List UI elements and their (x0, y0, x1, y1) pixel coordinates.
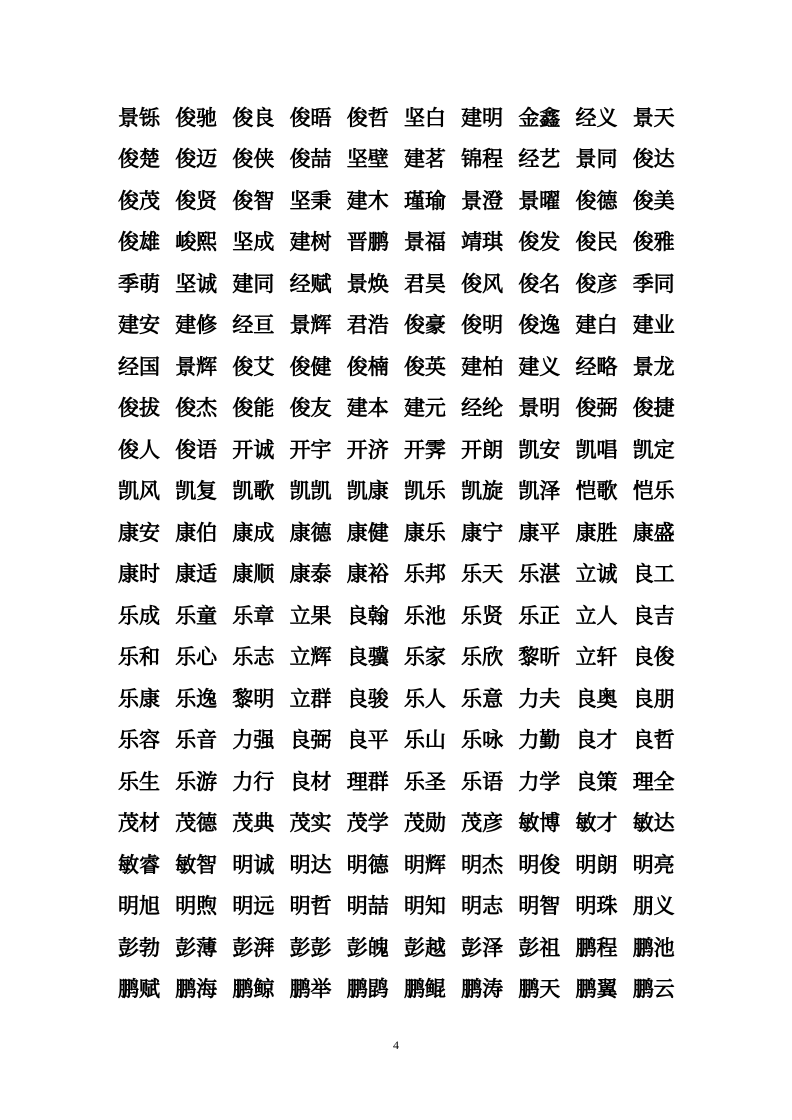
name-cell: 彭薄 (175, 935, 218, 960)
name-cell: 鹏池 (632, 935, 675, 960)
name-cell: 茂勋 (403, 811, 446, 836)
name-cell: 立诚 (575, 562, 618, 587)
name-cell: 俊楚 (118, 147, 160, 172)
name-cell: 康裕 (346, 562, 389, 587)
name-cell: 俊迈 (175, 147, 218, 172)
names-row (118, 594, 688, 636)
name-cell: 峻熙 (175, 230, 218, 255)
name-cell: 俊雅 (632, 230, 675, 255)
name-cell: 俊名 (518, 271, 561, 296)
name-cell: 开霁 (403, 437, 446, 462)
name-cell: 茂学 (346, 811, 389, 836)
name-cell: 季萌 (118, 271, 160, 296)
name-cell: 俊民 (575, 230, 618, 255)
name-cell: 乐山 (403, 728, 446, 753)
name-cell: 乐心 (175, 645, 218, 670)
name-cell: 明亮 (632, 852, 675, 877)
name-cell: 坚白 (403, 105, 446, 130)
name-cell: 康泰 (289, 562, 332, 587)
name-cell: 凯旋 (461, 479, 504, 504)
name-cell: 康德 (289, 520, 332, 545)
name-cell: 乐圣 (403, 769, 446, 794)
name-cell: 康安 (118, 520, 160, 545)
name-cell: 鹏举 (289, 977, 332, 1002)
name-cell: 经国 (118, 354, 160, 379)
name-cell: 康时 (118, 562, 160, 587)
name-cell: 经纶 (461, 396, 504, 421)
name-cell: 凯安 (518, 437, 561, 462)
name-cell: 敏达 (632, 811, 675, 836)
names-row (118, 636, 688, 678)
name-cell: 明旭 (118, 894, 160, 919)
name-cell: 景明 (518, 396, 561, 421)
name-cell: 黎明 (232, 686, 275, 711)
name-cell: 景福 (403, 230, 446, 255)
name-cell: 良哲 (632, 728, 675, 753)
name-cell: 明远 (232, 894, 275, 919)
name-cell: 彭魄 (346, 935, 389, 960)
name-cell: 俊杰 (175, 396, 218, 421)
name-cell: 开诚 (232, 437, 275, 462)
name-cell: 景龙 (632, 354, 675, 379)
name-cell: 力强 (232, 728, 275, 753)
name-cell: 建明 (461, 105, 504, 130)
name-cell: 鹏海 (175, 977, 218, 1002)
name-cell: 力行 (232, 769, 275, 794)
name-cell: 乐咏 (461, 728, 504, 753)
name-cell: 建树 (289, 230, 332, 255)
name-cell: 俊能 (232, 396, 275, 421)
name-cell: 鹏鲲 (403, 977, 446, 1002)
name-cell: 建修 (175, 313, 218, 338)
name-cell: 俊英 (403, 354, 446, 379)
name-cell: 乐家 (403, 645, 446, 670)
name-cell: 敏睿 (118, 852, 160, 877)
name-cell: 建同 (232, 271, 275, 296)
name-cell: 立群 (289, 686, 332, 711)
name-cell: 俊智 (232, 188, 275, 213)
name-cell: 坚成 (232, 230, 275, 255)
name-cell: 俊贤 (175, 188, 218, 213)
name-cell: 俊豪 (403, 313, 446, 338)
name-cell: 理全 (632, 769, 675, 794)
name-cell: 景同 (575, 147, 618, 172)
names-row (118, 96, 688, 138)
names-row (118, 428, 688, 470)
name-cell: 康伯 (175, 520, 218, 545)
name-cell: 君浩 (346, 313, 389, 338)
names-row (118, 345, 688, 387)
name-cell: 乐志 (232, 645, 275, 670)
name-cell: 俊语 (175, 437, 218, 462)
name-cell: 景天 (632, 105, 675, 130)
name-cell: 明志 (461, 894, 504, 919)
name-cell: 凯泽 (518, 479, 561, 504)
name-cell: 俊风 (461, 271, 504, 296)
name-cell: 坚秉 (289, 188, 332, 213)
name-cell: 锦程 (461, 147, 504, 172)
names-row (118, 926, 688, 968)
name-cell: 俊健 (289, 354, 332, 379)
name-cell: 敏博 (518, 811, 561, 836)
name-cell: 坚壁 (346, 147, 389, 172)
name-cell: 凯定 (632, 437, 675, 462)
name-cell: 明俊 (518, 852, 561, 877)
name-cell: 俊哲 (346, 105, 389, 130)
name-cell: 开朗 (461, 437, 504, 462)
names-row (118, 304, 688, 346)
name-cell: 俊良 (232, 105, 275, 130)
name-cell: 良朋 (632, 686, 675, 711)
name-cell: 俊德 (575, 188, 618, 213)
names-row (118, 677, 688, 719)
name-cell: 良材 (289, 769, 332, 794)
name-cell: 乐和 (118, 645, 160, 670)
name-cell: 康平 (518, 520, 561, 545)
name-cell: 乐人 (403, 686, 446, 711)
name-cell: 乐音 (175, 728, 218, 753)
name-cell: 彭湃 (232, 935, 275, 960)
name-cell: 建木 (346, 188, 389, 213)
name-cell: 鹏鹍 (346, 977, 389, 1002)
names-row (118, 885, 688, 927)
name-cell: 鹏鲸 (232, 977, 275, 1002)
name-cell: 良骥 (346, 645, 389, 670)
name-cell: 乐正 (518, 603, 561, 628)
name-cell: 经艺 (518, 147, 561, 172)
name-cell: 建安 (118, 313, 160, 338)
name-cell: 康盛 (632, 520, 675, 545)
name-cell: 茂德 (175, 811, 218, 836)
name-cell: 凯乐 (403, 479, 446, 504)
name-cell: 良骏 (346, 686, 389, 711)
name-cell: 经亘 (232, 313, 275, 338)
name-cell: 鹏赋 (118, 977, 160, 1002)
name-cell: 立轩 (575, 645, 618, 670)
names-row (118, 221, 688, 263)
name-cell: 开宇 (289, 437, 332, 462)
name-cell: 俊发 (518, 230, 561, 255)
name-cell: 开济 (346, 437, 389, 462)
name-cell: 经略 (575, 354, 618, 379)
name-cell: 康顺 (232, 562, 275, 587)
name-cell: 黎昕 (518, 645, 561, 670)
name-cell: 明朗 (575, 852, 618, 877)
name-cell: 俊楠 (346, 354, 389, 379)
name-cell: 明达 (289, 852, 332, 877)
name-cell: 乐章 (232, 603, 275, 628)
name-cell: 俊明 (461, 313, 504, 338)
name-cell: 乐生 (118, 769, 160, 794)
name-cell: 坚诚 (175, 271, 218, 296)
name-cell: 康乐 (403, 520, 446, 545)
name-cell: 乐贤 (461, 603, 504, 628)
name-cell: 力夫 (518, 686, 561, 711)
name-cell: 乐成 (118, 603, 160, 628)
name-cell: 敏智 (175, 852, 218, 877)
name-cell: 乐容 (118, 728, 160, 753)
name-cell: 鹏程 (575, 935, 618, 960)
name-cell: 恺歌 (575, 479, 618, 504)
name-cell: 俊喆 (289, 147, 332, 172)
name-cell: 乐语 (461, 769, 504, 794)
name-cell: 立人 (575, 603, 618, 628)
name-cell: 良吉 (632, 603, 675, 628)
name-cell: 明喆 (346, 894, 389, 919)
name-cell: 景辉 (289, 313, 332, 338)
name-cell: 凯康 (346, 479, 389, 504)
name-cell: 茂典 (232, 811, 275, 836)
names-row (118, 843, 688, 885)
name-cell: 立果 (289, 603, 332, 628)
name-cell: 景曜 (518, 188, 561, 213)
names-row (118, 553, 688, 595)
name-cell: 良翰 (346, 603, 389, 628)
name-cell: 康适 (175, 562, 218, 587)
name-cell: 凯唱 (575, 437, 618, 462)
name-cell: 明诚 (232, 852, 275, 877)
name-cell: 俊友 (289, 396, 332, 421)
name-cell: 鹏涛 (461, 977, 504, 1002)
name-cell: 季同 (632, 271, 675, 296)
names-row (118, 387, 688, 429)
name-cell: 明杰 (461, 852, 504, 877)
name-cell: 良工 (632, 562, 675, 587)
name-cell: 彭彭 (289, 935, 332, 960)
name-cell: 俊拔 (118, 396, 160, 421)
name-cell: 明煦 (175, 894, 218, 919)
name-cell: 凯风 (118, 479, 160, 504)
name-cell: 良俊 (632, 645, 675, 670)
names-row (118, 470, 688, 512)
names-row (118, 511, 688, 553)
name-cell: 恺乐 (632, 479, 675, 504)
names-row (118, 179, 688, 221)
name-cell: 俊雄 (118, 230, 160, 255)
names-row (118, 719, 688, 761)
name-cell: 俊茂 (118, 188, 160, 213)
name-cell: 建义 (518, 354, 561, 379)
name-cell: 景铄 (118, 105, 160, 130)
name-cell: 乐逸 (175, 686, 218, 711)
name-cell: 康胜 (575, 520, 618, 545)
names-row (118, 262, 688, 304)
name-cell: 俊弼 (575, 396, 618, 421)
name-cell: 建元 (403, 396, 446, 421)
name-cell: 靖琪 (461, 230, 504, 255)
name-cell: 金鑫 (518, 105, 561, 130)
name-cell: 乐意 (461, 686, 504, 711)
name-cell: 乐欣 (461, 645, 504, 670)
name-cell: 凯凯 (289, 479, 332, 504)
name-cell: 理群 (346, 769, 389, 794)
name-cell: 茂材 (118, 811, 160, 836)
name-cell: 建本 (346, 396, 389, 421)
names-row (118, 760, 688, 802)
name-cell: 乐池 (403, 603, 446, 628)
name-cell: 良奥 (575, 686, 618, 711)
names-row (118, 138, 688, 180)
name-cell: 彭泽 (461, 935, 504, 960)
name-cell: 明智 (518, 894, 561, 919)
name-cell: 茂彦 (461, 811, 504, 836)
name-cell: 君昊 (403, 271, 446, 296)
name-cell: 建白 (575, 313, 618, 338)
name-cell: 明德 (346, 852, 389, 877)
name-cell: 俊达 (632, 147, 675, 172)
name-cell: 明知 (403, 894, 446, 919)
name-cell: 俊晤 (289, 105, 332, 130)
name-cell: 景澄 (461, 188, 504, 213)
name-cell: 乐湛 (518, 562, 561, 587)
name-cell: 乐邦 (403, 562, 446, 587)
name-cell: 彭祖 (518, 935, 561, 960)
name-cell: 俊驰 (175, 105, 218, 130)
name-cell: 彭越 (403, 935, 446, 960)
name-cell: 力勤 (518, 728, 561, 753)
names-row (118, 802, 688, 844)
name-cell: 建业 (632, 313, 675, 338)
name-cell: 明珠 (575, 894, 618, 919)
name-cell: 鹏云 (632, 977, 675, 1002)
name-cell: 立辉 (289, 645, 332, 670)
name-cell: 经义 (575, 105, 618, 130)
name-cell: 良策 (575, 769, 618, 794)
name-cell: 乐天 (461, 562, 504, 587)
name-cell: 康成 (232, 520, 275, 545)
name-cell: 俊彦 (575, 271, 618, 296)
name-cell: 鹏天 (518, 977, 561, 1002)
name-cell: 俊艾 (232, 354, 275, 379)
name-cell: 康宁 (461, 520, 504, 545)
name-cell: 晋鹏 (346, 230, 389, 255)
name-cell: 经赋 (289, 271, 332, 296)
name-cell: 凯歌 (232, 479, 275, 504)
name-cell: 瑾瑜 (403, 188, 446, 213)
name-cell: 俊逸 (518, 313, 561, 338)
name-cell: 鹏翼 (575, 977, 618, 1002)
names-grid (118, 96, 688, 1009)
name-cell: 俊人 (118, 437, 160, 462)
name-cell: 凯复 (175, 479, 218, 504)
name-cell: 良才 (575, 728, 618, 753)
name-cell: 朋义 (632, 894, 675, 919)
name-cell: 彭勃 (118, 935, 160, 960)
name-cell: 良平 (346, 728, 389, 753)
name-cell: 俊美 (632, 188, 675, 213)
name-cell: 康健 (346, 520, 389, 545)
name-cell: 茂实 (289, 811, 332, 836)
name-cell: 建茗 (403, 147, 446, 172)
name-cell: 乐游 (175, 769, 218, 794)
name-cell: 俊捷 (632, 396, 675, 421)
name-cell: 乐康 (118, 686, 160, 711)
name-cell: 乐童 (175, 603, 218, 628)
name-cell: 敏才 (575, 811, 618, 836)
name-cell: 景辉 (175, 354, 218, 379)
name-cell: 力学 (518, 769, 561, 794)
names-row (118, 968, 688, 1010)
name-cell: 良弼 (289, 728, 332, 753)
name-cell: 俊侠 (232, 147, 275, 172)
name-cell: 建柏 (461, 354, 504, 379)
name-cell: 明哲 (289, 894, 332, 919)
name-cell: 景焕 (346, 271, 389, 296)
name-cell: 明辉 (403, 852, 446, 877)
page-number: 4 (393, 1038, 399, 1052)
